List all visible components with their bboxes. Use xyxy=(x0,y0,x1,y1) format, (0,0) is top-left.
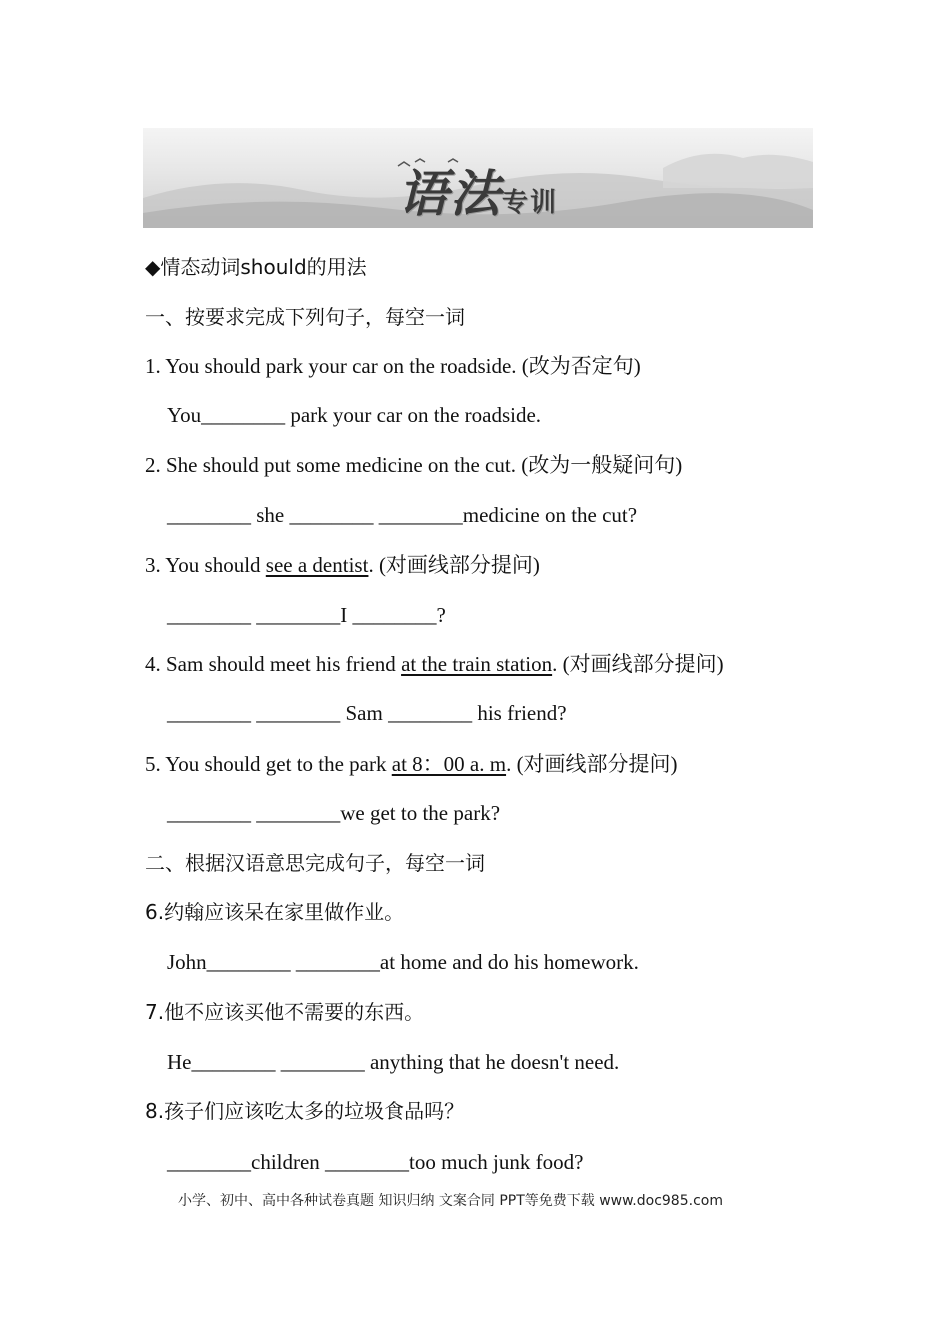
footer-text: 小学、初中、高中各种试卷真题 知识归纳 文案合同 PPT等免费下载 www.doc985.com xyxy=(178,1193,723,1209)
answer-line-7: He________ ________ anything that he doesn't need. xyxy=(167,1050,620,1074)
question-text: 2. She should put some medicine on the cut. (改为一般疑问句) xyxy=(145,453,683,477)
answer-line-2: ________ she ________ ________medicine on the cut? xyxy=(167,503,638,527)
question-6: 6.约翰应该呆在家里做作业。 xyxy=(145,900,405,924)
topic-title: ◆情态动词should的用法 xyxy=(145,255,367,279)
question-text: 3. You should xyxy=(145,553,266,577)
section2-heading: 二、根据汉语意思完成句子，每空一词 xyxy=(145,851,485,875)
question-5 xyxy=(145,751,678,777)
banner-title-main: 语法 xyxy=(398,164,502,223)
question-instruction: . (对画线部分提问) xyxy=(552,652,724,676)
answer-line-8: ________children ________too much junk food? xyxy=(167,1150,584,1174)
question-3 xyxy=(145,552,540,578)
answer-line-3: ________ ________I ________? xyxy=(167,603,446,627)
underlined-part: at the train station xyxy=(401,652,553,676)
question-text: 5. You should get to the park xyxy=(145,752,392,776)
underlined-part: at 8：00 a. m xyxy=(391,752,507,776)
section1-heading: 一、按要求完成下列句子，每空一词 xyxy=(145,305,465,329)
question-text: 4. Sam should meet his friend xyxy=(145,652,402,676)
banner-title-sub: 专训 xyxy=(502,188,559,218)
answer-line-6: John________ ________at home and do his homework. xyxy=(167,950,639,974)
question-7: 7.他不应该买他不需要的东西。 xyxy=(145,1000,425,1024)
answer-line-1: You________ park your car on the roadside. xyxy=(167,403,542,427)
underlined-part: see a dentist xyxy=(265,553,369,577)
question-8: 8.孩子们应该吃太多的垃圾食品吗？ xyxy=(145,1099,465,1123)
title-banner xyxy=(143,128,813,228)
question-1 xyxy=(145,353,641,379)
question-instruction: . (对画线部分提问) xyxy=(368,553,540,577)
question-instruction: . (对画线部分提问) xyxy=(506,752,678,776)
question-2 xyxy=(145,452,682,478)
question-4 xyxy=(145,651,724,677)
answer-line-4: ________ ________ Sam ________ his friend? xyxy=(167,701,567,725)
banner-title xyxy=(398,154,558,226)
answer-line-5: ________ ________we get to the park? xyxy=(167,801,501,825)
question-text: 1. You should park your car on the roadside. (改为否定句) xyxy=(145,354,641,378)
